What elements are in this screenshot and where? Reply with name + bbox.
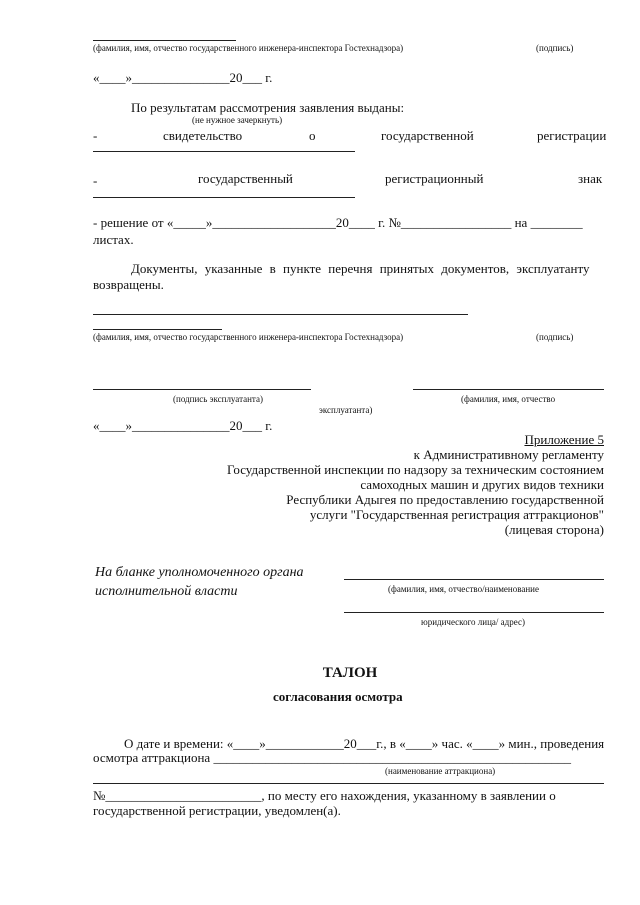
blank-note-2: исполнительной власти <box>95 584 238 599</box>
attraction-caption: (наименование аттракциона) <box>385 766 496 776</box>
operator-signature-line <box>93 389 311 390</box>
blank-line <box>93 314 468 315</box>
recipient-line-1 <box>344 579 604 580</box>
appendix-title: Приложение 5 <box>524 432 604 447</box>
item2-underline <box>93 197 355 198</box>
item1-underline <box>93 151 355 152</box>
signature-caption: (подпись) <box>536 43 574 53</box>
recipient-caption-2: юридического лица/ адрес) <box>421 617 525 627</box>
date-line: «____»_______________20___ г. <box>93 70 273 85</box>
attraction-continuation-line <box>93 783 604 784</box>
issued-heading: По результатам рассмотрения заявления выданы: <box>131 100 405 115</box>
inspection-line: осмотра аттракциона _______________________________________________________ <box>93 750 571 765</box>
strike-note: (не нужное зачеркнуть) <box>192 115 283 125</box>
item3-cont: листах. <box>93 232 134 247</box>
signature-caption-2: (подпись) <box>536 332 574 342</box>
appendix-line: к Административному регламенту <box>413 447 604 462</box>
operator-name-caption: (фамилия, имя, отчество <box>461 394 556 404</box>
talon-title: ТАЛОН <box>322 665 378 681</box>
date-line-2: «____»_______________20___ г. <box>93 418 273 433</box>
appendix-line: самоходных машин и других видов техники <box>360 477 604 492</box>
operator-name-caption-cont: эксплуатанта) <box>319 405 373 415</box>
blank-note-1: На бланке уполномоченного органа <box>95 565 304 580</box>
inspector-name-line <box>93 40 236 41</box>
item3-line: - решение от «_____»___________________20____ г. №_________________ на ________ <box>93 215 583 230</box>
number-line: №________________________, по месту его нахождения, указанному в заявлении о <box>93 788 556 803</box>
operator-name-line <box>413 389 604 390</box>
inspector-caption: (фамилия, имя, отчество государственного инженера-инспектора Гостехнадзора) <box>93 43 404 53</box>
item2-word: регистрационный <box>385 171 484 186</box>
item2-dash: - <box>93 173 98 188</box>
recipient-line-2 <box>344 612 604 613</box>
appendix-line: услуги "Государственная регистрация аттракционов" <box>309 507 604 522</box>
appendix-line: (лицевая сторона) <box>504 522 604 537</box>
item1-word: регистрации <box>537 128 607 143</box>
item2-word: государственный <box>198 171 293 186</box>
appendix-line: Государственной инспекции по надзору за техническим состоянием <box>227 462 604 477</box>
item1-dash: - <box>93 128 98 143</box>
operator-signature-caption: (подпись эксплуатанта) <box>173 394 263 404</box>
docs-returned-line2: возвращены. <box>93 277 164 292</box>
docs-returned-line1: Документы, указанные в пункте перечня принятых документов, эксплуатанту <box>131 261 590 276</box>
inspector-name-line-2 <box>93 329 222 330</box>
item2-word: знак <box>578 171 603 186</box>
date-time-line: О дате и времени: «____»____________20___г., в «____» час. «____» мин., проведения <box>124 736 605 751</box>
item1-word: свидетельство <box>163 128 243 143</box>
item1-word: о <box>309 128 316 143</box>
recipient-caption-1: (фамилия, имя, отчество/наименование <box>388 584 539 594</box>
appendix-line: Республики Адыгея по предоставлению государственной <box>286 492 604 507</box>
talon-subtitle: согласования осмотра <box>273 689 403 704</box>
inspector-caption-2: (фамилия, имя, отчество государственного инженера-инспектора Гостехнадзора) <box>93 332 404 342</box>
registry-line: государственной регистрации, уведомлен(а). <box>93 803 341 818</box>
item1-word: государственной <box>381 128 474 143</box>
